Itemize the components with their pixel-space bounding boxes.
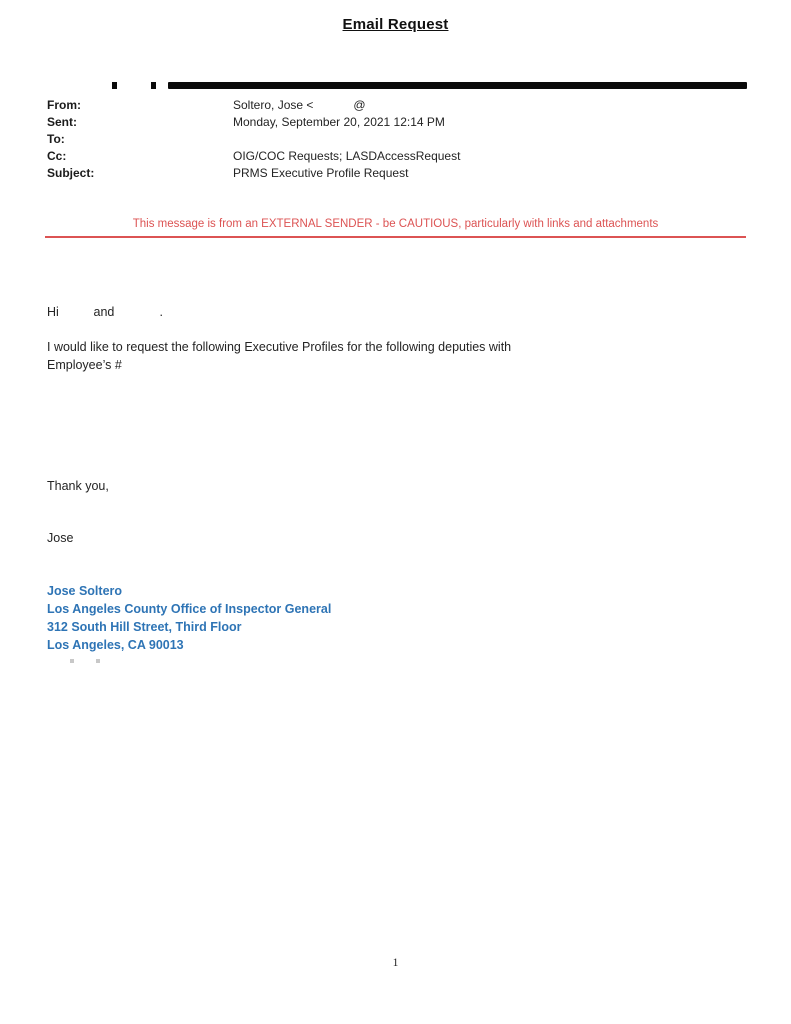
request-paragraph xyxy=(47,339,587,374)
cutoff-mark xyxy=(96,659,100,663)
subject-value: PRMS Executive Profile Request xyxy=(233,166,409,180)
request-line-2: Employee’s # xyxy=(47,357,122,372)
greeting-line: Hi and . xyxy=(47,305,164,319)
external-sender-warning: This message is from an EXTERNAL SENDER - be CAUTIOUS, particularly with links and attachments xyxy=(132,218,659,230)
to-label: To: xyxy=(47,132,65,146)
closing-line: Thank you, xyxy=(47,479,109,493)
header-row-cc xyxy=(47,148,707,165)
redaction-mark xyxy=(112,82,117,89)
signoff-line: Jose xyxy=(47,531,74,545)
signature-city: Los Angeles, CA 90013 xyxy=(47,638,184,652)
signature-block xyxy=(47,582,331,654)
header-row-from xyxy=(47,97,707,114)
header-row-sent xyxy=(47,114,707,131)
sent-value: Monday, September 20, 2021 12:14 PM xyxy=(233,115,445,129)
signature-street: 312 South Hill Street, Third Floor xyxy=(47,620,242,634)
cc-label: Cc: xyxy=(47,149,67,163)
from-label: From: xyxy=(47,98,81,112)
cutoff-mark xyxy=(70,659,74,663)
header-row-to xyxy=(47,131,707,148)
redaction-bar xyxy=(168,82,747,89)
sent-label: Sent: xyxy=(47,115,77,129)
email-header xyxy=(47,97,707,182)
redaction-mark xyxy=(151,82,156,89)
warning-divider xyxy=(45,236,746,238)
request-line-1: I would like to request the following Executive Profiles for the following deputies with xyxy=(47,340,512,354)
from-value: Soltero, Jose < @ xyxy=(233,98,366,112)
cc-value: OIG/COC Requests; LASDAccessRequest xyxy=(233,149,461,163)
signature-name: Jose Soltero xyxy=(47,584,123,598)
signature-org: Los Angeles County Office of Inspector General xyxy=(47,602,332,616)
page-title: Email Request xyxy=(342,16,449,33)
subject-label: Subject: xyxy=(47,166,95,180)
page-number: 1 xyxy=(392,957,399,969)
header-row-subject xyxy=(47,165,707,182)
